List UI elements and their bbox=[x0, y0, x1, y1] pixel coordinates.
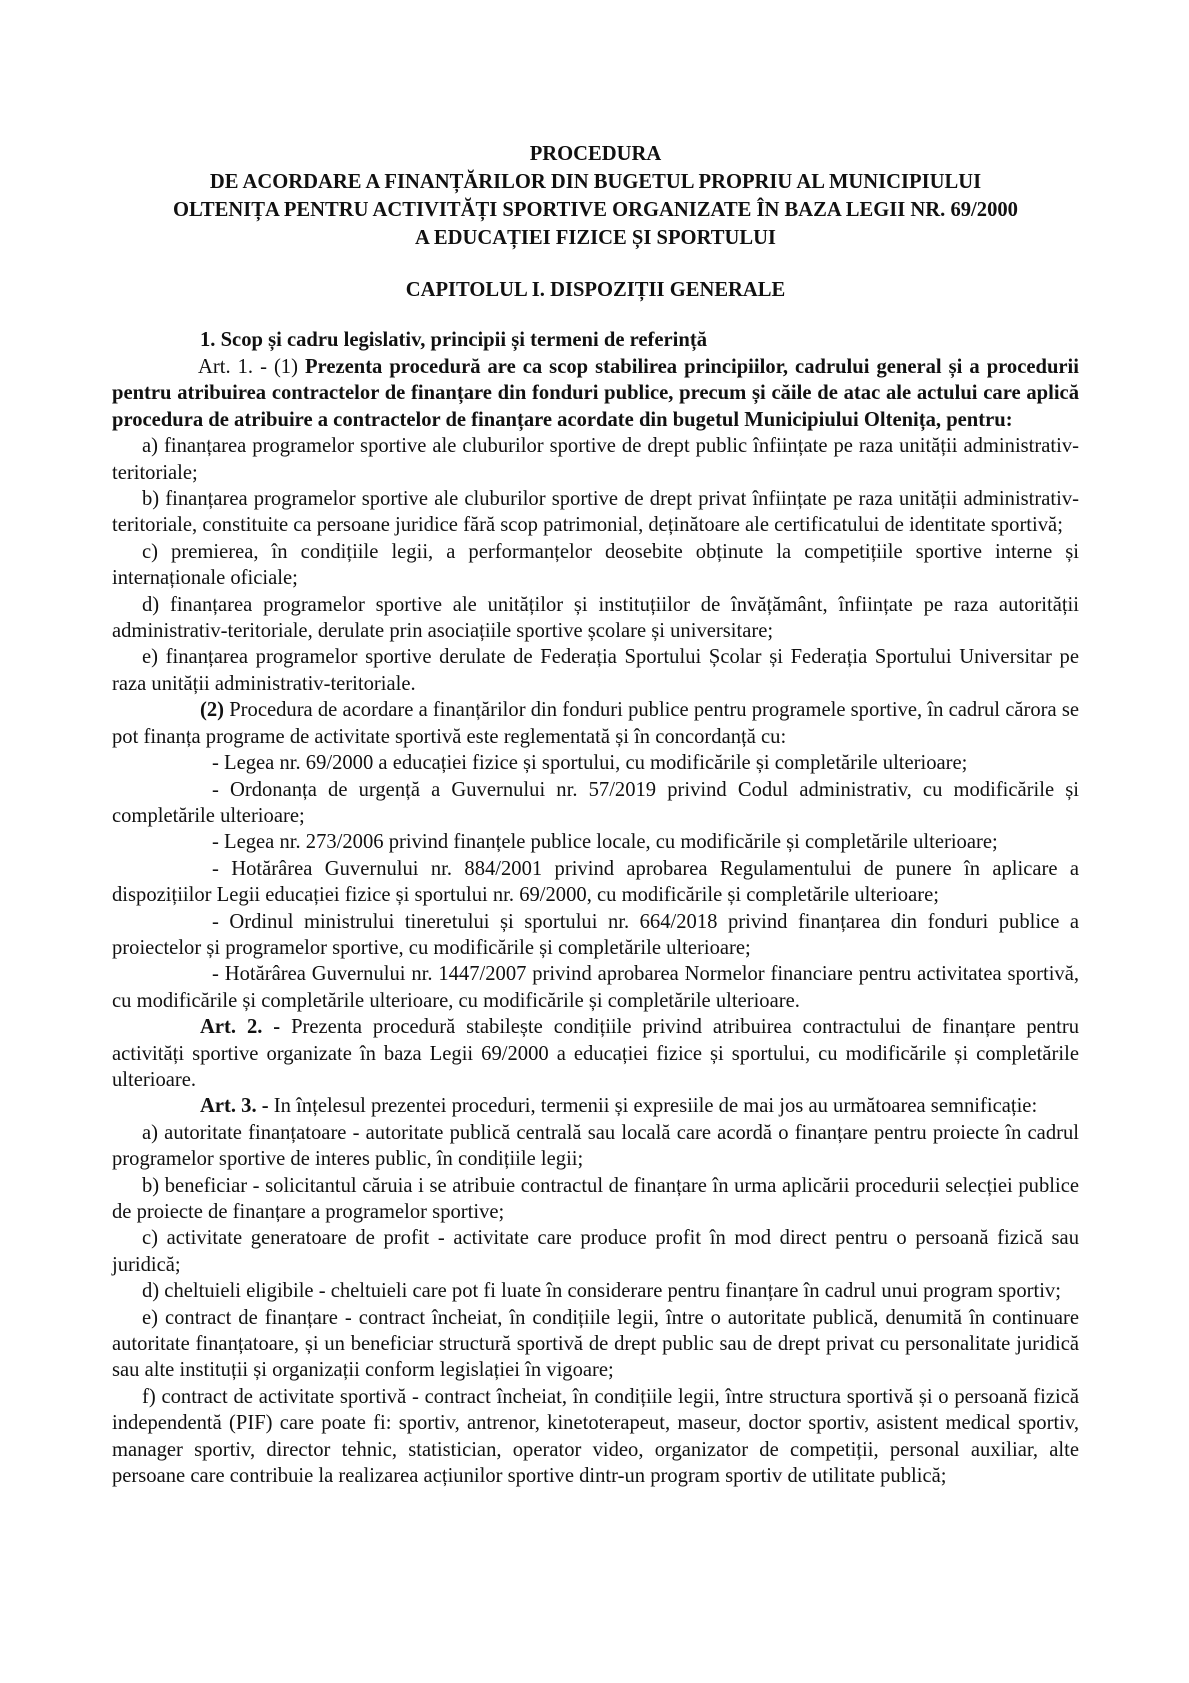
art3-item-c: c) activitate generatoare de profit - activitate care produce profit în mod direct pentru o persoană fizică sau juridică; bbox=[112, 1227, 1079, 1276]
art1-paragraph2 bbox=[112, 697, 1079, 750]
art3-lead: Art. 3. - bbox=[200, 1095, 269, 1118]
chapter-heading: CAPITOLUL I. DISPOZIȚII GENERALE bbox=[405, 279, 786, 301]
art1-item-c: c) premierea, în condițiile legii, a performanțelor deosebite obținute la competițiile sportive interne și internaționale oficiale; bbox=[112, 540, 1079, 590]
art3-item-f: f) contract de activitate sportivă - contract încheiat, în condițiile legii, între structura sportivă și o persoană fizică independentă (PIF) care poate fi: sportiv, antrenor, kinetoterapeut, maseur, doctor sportiv, asistent medical sportiv, manager sportiv, director tehnic, statistician, operator video, organizator de competiții, personal auxiliar, alte persoane care contribuie la realizarea acțiunilor sportive dintr-un program sportiv de utilitate publică; bbox=[112, 1385, 1079, 1488]
law-item: - Hotărârea Guvernului nr. 884/2001 privind aprobarea Regulamentului de punere în aplicare a dispozițiilor Legii educației fizice și sportului nr. 69/2000, cu modificările și completările ulterioare; bbox=[112, 857, 1079, 907]
art2-lead: Art. 2. - bbox=[200, 1016, 281, 1039]
title-line: A EDUCAȚIEI FIZICE ȘI SPORTULUI bbox=[415, 227, 776, 249]
art2-paragraph bbox=[112, 1014, 1079, 1093]
law-item: - Ordinul ministrului tineretului și sportului nr. 664/2018 privind finanțarea din fonduri publice a proiectelor și programelor sportive, cu modificările și completările ulterioare; bbox=[112, 910, 1079, 959]
art1-item-d: d) finanțarea programelor sportive ale unităților și instituțiilor de învățământ, înființate pe raza autorității administrativ-teritoriale, derulate prin asociațiile sportive școlare și universitare; bbox=[112, 593, 1079, 643]
law-item: - Legea nr. 69/2000 a educației fizice și sportului, cu modificările și completările ulterioare; bbox=[212, 752, 968, 775]
art3-text: In înțelesul prezentei proceduri, termenii și expresiile de mai jos au următoarea semnificație: bbox=[268, 1095, 1038, 1118]
art1-para2-text: Procedura de acordare a finanțărilor din fonduri publice pentru programele sportive, în cadrul cărora se pot finanța programe de activitate sportivă este reglementată și în concordanță cu: bbox=[112, 699, 1079, 748]
art1-item-e: e) finanțarea programelor sportive derulate de Federația Sportului Școlar și Federația Sportului Universitar pe raza unității administrativ-teritoriale. bbox=[112, 646, 1079, 695]
art3-item-a: a) autoritate finanțatoare - autoritate publică centrală sau locală care acordă o finanțare pentru proiecte în cadrul programelor sportive de interes public, în condițiile legii; bbox=[112, 1121, 1079, 1171]
art3-item-d: d) cheltuieli eligibile - cheltuieli care pot fi luate în considerare pentru finanțare în cadrul unui program sportiv; bbox=[142, 1280, 1061, 1303]
art1-item-b: b) finanțarea programelor sportive ale cluburilor sportive de drept privat înființate pe raza unității administrativ-teritoriale, constituite ca persoane juridice fără scop patrimonial, deținătoare ale certificatului de identitate sportivă; bbox=[112, 488, 1079, 537]
law-item: - Hotărârea Guvernului nr. 1447/2007 privind aprobarea Normelor financiare pentru activitatea sportivă, cu modificările și completările ulterioare, cu modificările și completările ulterioare. bbox=[112, 963, 1079, 1012]
title-line: OLTENIȚA PENTRU ACTIVITĂȚI SPORTIVE ORGANIZATE ÎN BAZA LEGII NR. 69/2000 bbox=[173, 199, 1018, 221]
title-line: DE ACORDARE A FINANȚĂRILOR DIN BUGETUL PROPRIU AL MUNICIPIULUI bbox=[209, 171, 982, 193]
art1-para2-lead: (2) bbox=[200, 699, 225, 722]
art1-item-a: a) finanțarea programelor sportive ale cluburilor sportive de drept public înființate pe raza unității administrativ-teritoriale; bbox=[112, 435, 1079, 484]
art3-item-b: b) beneficiar - solicitantul căruia i se atribuie contractul de finanțare în urma aplicării procedurii selecției publice de proiecte de finanțare a programelor sportive; bbox=[112, 1174, 1079, 1223]
law-item: - Legea nr. 273/2006 privind finanțele publice locale, cu modificările și completările ulterioare; bbox=[212, 831, 998, 854]
art3-item-e: e) contract de finanțare - contract încheiat, în condițiile legii, între o autoritate publică, denumită în continuare autoritate finanțatoare, și un beneficiar structură sportivă de drept public sau de drept privat cu personalitate juridică sau alte instituții și organizații conform legislației în vigoare; bbox=[112, 1306, 1079, 1382]
document-title bbox=[112, 140, 1079, 252]
art2-text: Prezenta procedură stabilește condițiile privind atribuirea contractului de finanțare pentru activități sportive organizate în baza Legii 69/2000 a educației fizice și sportului, cu modificările și completările ulterioare. bbox=[112, 1016, 1079, 1091]
art1-lead: Art. 1. - (1) bbox=[198, 356, 305, 378]
section-heading: 1. Scop și cadru legislativ, principii și termeni de referință bbox=[200, 329, 707, 351]
title-line: PROCEDURA bbox=[529, 143, 662, 165]
art3-paragraph bbox=[112, 1093, 1079, 1119]
law-item: - Ordonanța de urgență a Guvernului nr. 57/2019 privind Codul administrativ, cu modificările și completările ulterioare; bbox=[112, 778, 1079, 827]
art1-bold-text: Prezenta procedură are ca scop stabilirea principiilor, cadrului general și a procedurii pentru atribuirea contractelor de finanțare din fonduri publice, precum și căile de atac ale actului care aplică procedura de atribuire a contractelor de finanțare acordate din bugetul Municipiului Oltenița, pentru: bbox=[112, 356, 1079, 431]
art1-paragraph1 bbox=[112, 354, 1079, 433]
